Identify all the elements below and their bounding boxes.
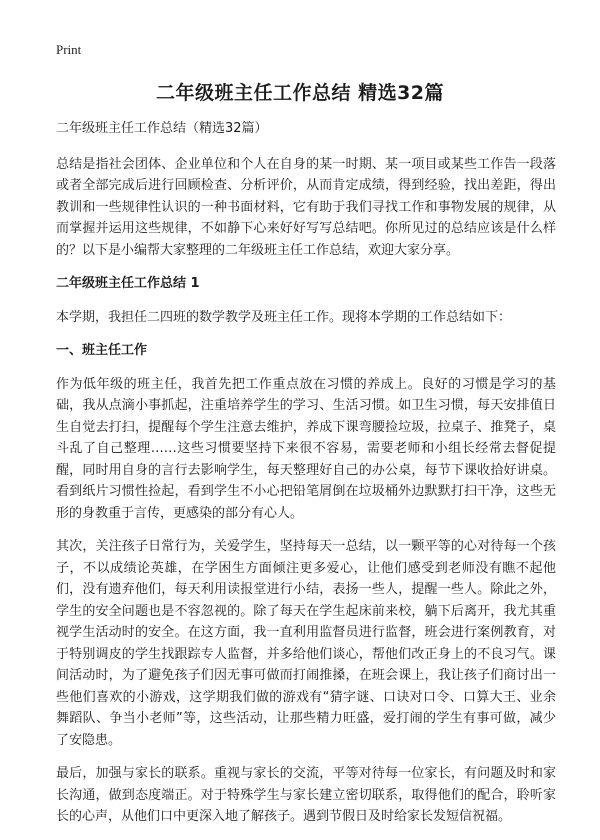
document-subtitle: 二年级班主任工作总结（精选32篇）	[56, 121, 268, 136]
intro-paragraph: 总结是指社会团体、企业单位和个人在自身的某一时期、某一项目或某些工作告一段落或者全部完成后进行回顾检查、分析评价，从而肯定成绩，得到经验，找出差距，得出教训和一些规律性认识的一种书面材料，它有助于我们寻找工作和事物发展的规律，从而掌握并运用这些规律，不如静下心来好好写写总结吧。你所见过的总结应该是什么样的？以下是小编帮大家整理的二年级班主任工作总结，欢迎大家分享。	[56, 156, 556, 258]
part-heading: 一、班主任工作	[56, 343, 148, 358]
section-heading: 二年级班主任工作总结 1	[56, 276, 200, 291]
body-paragraph-2: 其次，关注孩子日常行为，关爱学生，坚持每天一总结，以一颗平等的心对待每一个孩子，不以成绩论英雄，在学困生方面倾注更多爱心，让他们感受到老师没有瞧不起他们，没有遗弃他们，每天利用读报堂进行小结，表扬一些人，提醒一些人。除此之外，学生的安全问题也是不容忽视的。除了每天在学生起床前来校，躺下后离开，我尤其重视学生活动时的安全。在这方面，我一直利用监督员进行监督，班会进行案例教育，对于特别调皮的学生找跟踪专人监督，并多给他们谈心，帮他们改正身上的不良习气。课间活动时，为了避免孩子们因无事可做而打闹推搡，在班会课上，我让孩子们商讨出一些他们喜欢的小游戏，这学期我们做的游戏有“猜字谜、口诀对口令、口算大王、业余舞蹈队、争当小老师”等，这些活动，让那些精力旺盛，爱打闹的学生有事可做，减少了安隐患。	[56, 539, 556, 748]
document-body	[56, 118, 556, 840]
body-paragraph-1: 作为低年级的班主任，我首先把工作重点放在习惯的养成上。良好的习惯是学习的基础，我从点滴小事抓起，注重培养学生的学习、生活习惯。如卫生习惯，每天安排值日生自觉去打扫，提醒每个学生注意去维护，养成下课弯腰捡垃圾，拉桌子、推凳子，桌斗乱了自己整理……这些习惯要坚持下来很不容易，需要老师和小组长经常去督促提醒，同时用自身的言行去影响学生，每天整理好自己的办公桌，每节下课收拾好讲桌。看到纸片习惯性捡起，看到学生不小心把铅笔屑倒在垃圾桶外边默默打扫干净，这些无形的身教重于言传，更感染的部分有心人。	[56, 376, 556, 521]
opening-paragraph: 本学期，我担任二四班的数学教学及班主任工作。现将本学期的工作总结如下：	[56, 309, 512, 325]
body-paragraph-3: 最后，加强与家长的联系。重视与家长的交流，平等对待每一位家长，有问题及时和家长沟通，做到态度端正。对于特殊学生与家长建立密切联系，取得他们的配合，聆听家长的心声，从他们口中更深入地了解孩子。遇到节假日及时给家长发短信祝福。	[56, 766, 556, 824]
print-button[interactable]: Print	[56, 42, 82, 57]
page-title: 二年级班主任工作总结 精选32篇	[155, 82, 445, 104]
